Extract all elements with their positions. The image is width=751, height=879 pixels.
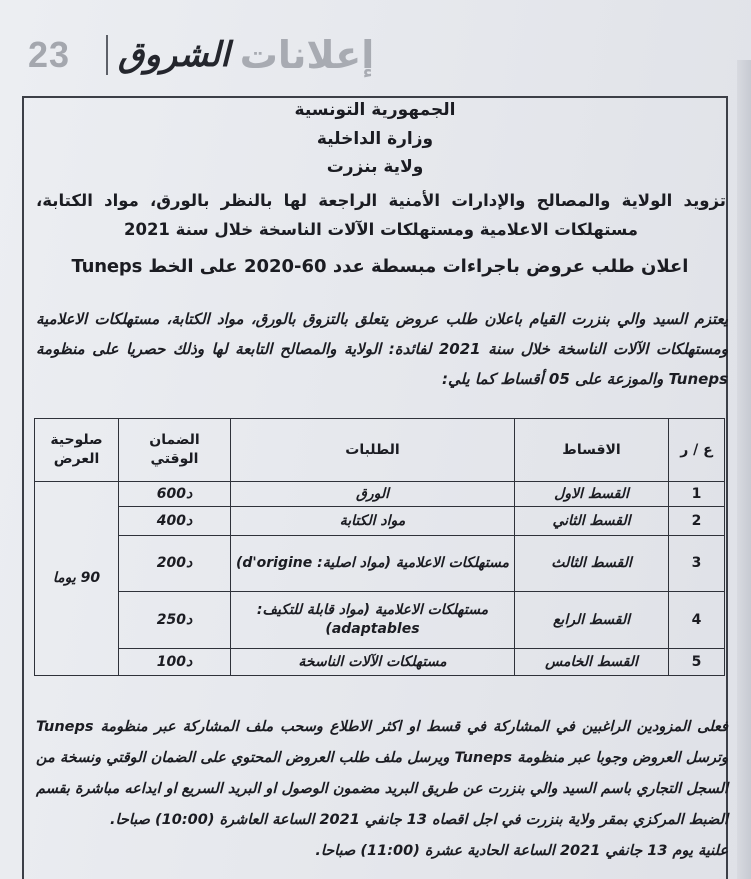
row-guarantee: 600د [119,482,231,507]
validity-cell: 90 يوما [35,482,119,676]
header-num: ع / ر [669,419,725,482]
row-guarantee: 400د [119,507,231,536]
row-guarantee: 100د [119,649,231,676]
row-guarantee: 200د [119,536,231,592]
header-validity: صلوحية العرض [35,419,119,482]
republic-heading: الجمهورية التونسية [294,100,456,120]
submission-instructions [36,712,728,867]
table-row [35,649,725,676]
tender-announcement: اعلان طلب عروض باجراءات مبسطة عدد 60-2020 على الخط Tuneps [71,256,689,277]
table-row [35,507,725,536]
row-request: الورق [231,482,515,507]
masthead [28,28,458,82]
row-lot: القسط الخامس [515,649,669,676]
ministry-heading: وزارة الداخلية [316,129,434,149]
row-lot: القسط الثالث [515,536,669,592]
governorate-heading: ولاية بنزرت [326,157,424,177]
opening-session-line: علنية يوم 13 جانفي 2021 الساعة الحادية عشرة (11:00) صباحا. [315,843,728,859]
row-request: مستهلكات الآلات الناسخة [231,649,515,676]
row-num: 4 [669,592,725,649]
newspaper-brand: الشروق [118,35,230,75]
row-num: 1 [669,482,725,507]
table-header-row [35,419,725,482]
row-request: مواد الكتابة [231,507,515,536]
row-num: 5 [669,649,725,676]
header-lot: الاقساط [515,419,669,482]
header-request: الطلبات [231,419,515,482]
row-num: 2 [669,507,725,536]
notice-intro: يعتزم السيد والي بنزرت القيام باعلان طلب عروض يتعلق بالتزوق بالورق، مواد الكتابة، مستهلكات الاعلامية ومستهلكات الآلات الناسخة خلال سنة 2021 لفائدة: الولاية والمصالح التابعة لها وذلك حصريا على منظومة Tuneps والموزعة على 05 أقساط كما يلي: [36,310,729,388]
row-guarantee: 250د [119,592,231,649]
table-row [35,592,725,649]
table-row [35,536,725,592]
row-lot: القسط الرابع [515,592,669,649]
lots-table [34,418,725,676]
masthead-divider [106,35,108,75]
section-title: إعلانات [239,33,375,77]
notice-subject: تزويد الولاية والمصالح والإدارات الأمنية الراجعة لها بالنظر بالورق، مواد الكتابة، مستهلكات الاعلامية ومستهلكات الآلات الناسخة خلال سنة 2021 [36,191,726,239]
submission-paragraph: فعلى المزودين الراغبين في المشاركة في قسط او اكثر الاطلاع وسحب ملف المشاركة عبر منظومة Tuneps وترسل العروض وجوبا عبر منظومة Tuneps ويرسل ملف طلب العروض المحتوي على الضمان الوقتي ونسخة من السجل التجاري باسم السيد والي بنزرت عن طريق البريد مضمون الوصول او البريد السريع او ايداعه مباشرة بقسم الضبط المركزي بمقر ولاية بنزرت في اجل اقصاه 13 جانفي 2021 الساعة العاشرة (10:00) صباحا. [36,719,729,828]
row-request: مستهلكات الاعلامية (مواد قابلة للتكيف: adaptables) [231,592,515,649]
row-lot: القسط الاول [515,482,669,507]
row-num: 3 [669,536,725,592]
row-lot: القسط الثاني [515,507,669,536]
table-row [35,482,725,507]
page-number: 23 [28,34,71,75]
header-guarantee: الضمان الوقتي [119,419,231,482]
row-request: مستهلكات الاعلامية (مواد اصلية: d'origine) [231,536,515,592]
page-spine [737,60,751,879]
